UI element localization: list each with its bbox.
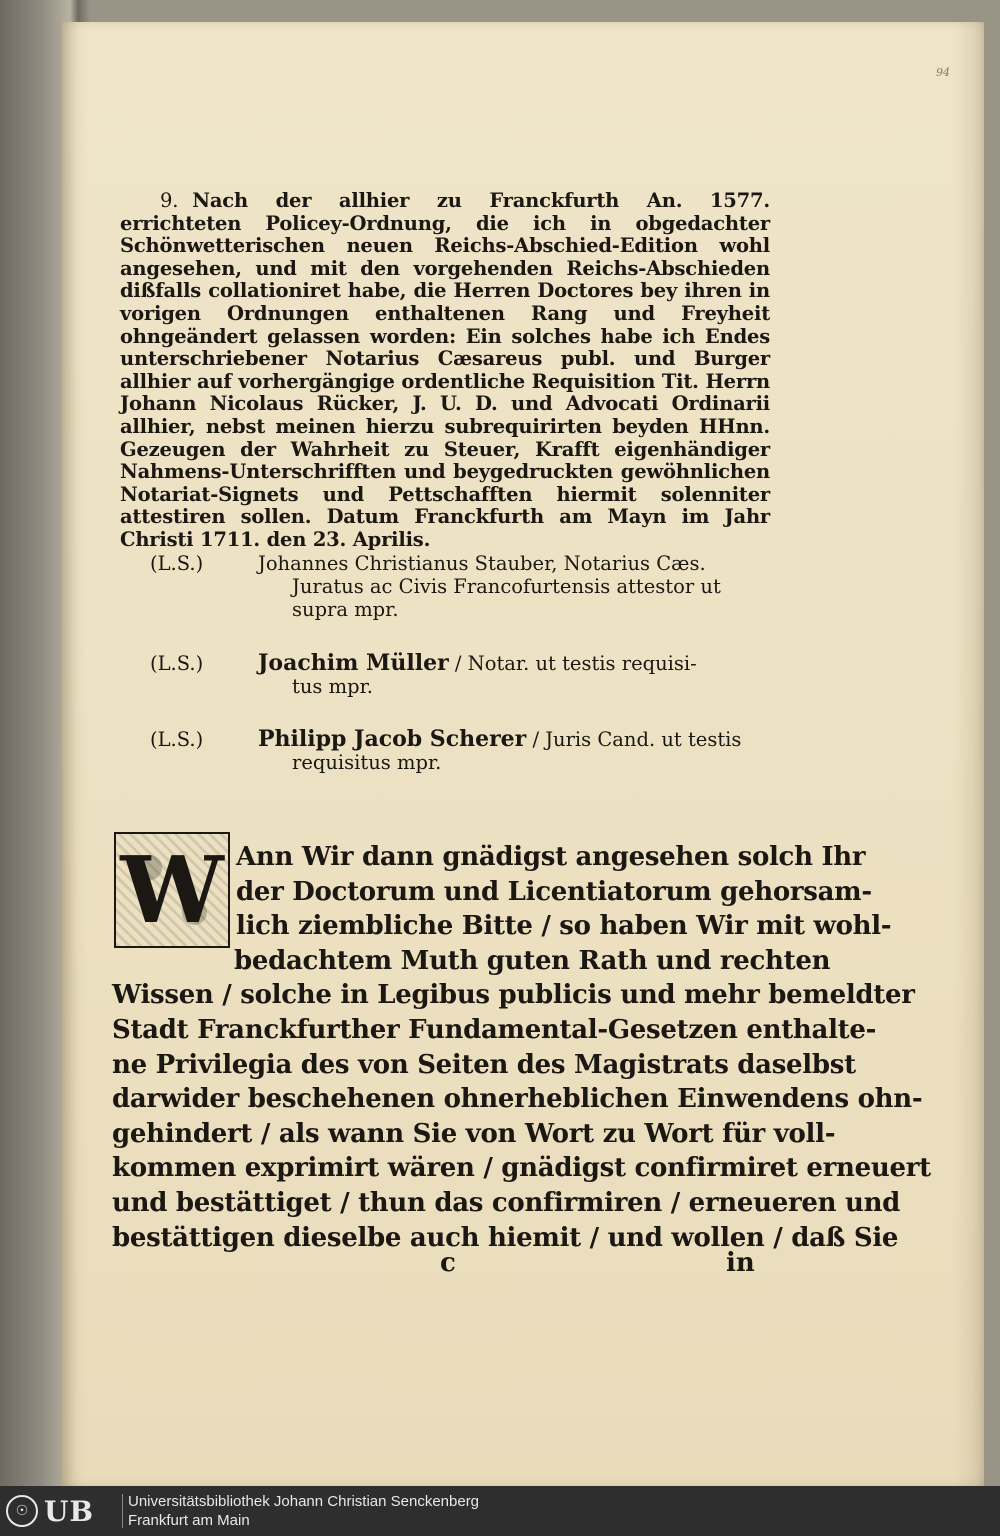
- seal-mark: (L.S.): [150, 552, 204, 575]
- logo-text: UB: [44, 1494, 95, 1528]
- main-line: lich ziembliche Bitte / so haben Wir mit wohl-: [236, 911, 892, 942]
- paragraph-9-text: Nach der allhier zu Franckfurth An. 1577. errichteten Policey-Ordnung, die ich in obgedachter Schönwetterischen neuen Reichs-Abschied-Edition wohl angesehen, und mit den vorgehenden Reichs-Abschieden dißfalls collationiret habe, die Herren Doctores bey ihren in vorigen Ordnungen enthaltenen Rang und Freyheit ohngeändert gelassen worden: Ein solches habe ich Endes unterschriebener Notarius Cæsareus publ. und Burger allhier auf vorhergängige ordentliche Requisition Tit. Herrn Johann Nicolaus Rücker, J. U. D. und Advocati Ordinarii allhier, nebst meinen hierzu subrequirirten beyden HHnn. Gezeugen der Wahrheit zu Steuer, Krafft eigenhändiger Nahmens-Unterschrifften und beygedruckten gewöhnlichen Notariat-Signets und Pettschafften hiermit solenniter attestiren sollen. Datum Franckfurth am Mayn im Jahr Christi 1711. den 23. Aprilis.: [120, 189, 770, 551]
- catchword: in: [726, 1248, 755, 1278]
- paragraph-number: 9.: [160, 189, 179, 212]
- library-name-line1: Universitätsbibliothek Johann Christian Senckenberg: [128, 1493, 480, 1510]
- main-paragraph: [112, 836, 931, 1255]
- signature-stauber: [150, 552, 780, 621]
- main-line: bestättigen dieselbe auch hiemit / und wollen / daß Sie: [112, 1222, 899, 1253]
- library-name: [128, 1492, 479, 1530]
- signature-mark: c: [440, 1248, 456, 1278]
- main-line: Ann Wir dann gnädigst angesehen solch Ihr: [236, 842, 866, 872]
- seal-icon: ☉: [6, 1495, 38, 1527]
- signatory-role: / Juris Cand. ut testis: [526, 728, 742, 751]
- signature-continuation: tus mpr.: [292, 675, 373, 698]
- main-line: ne Privilegia des von Seiten des Magistrats daselbst: [112, 1049, 856, 1080]
- main-line: und bestättiget / thun das confirmiren / erneueren und: [112, 1187, 901, 1218]
- main-line: darwider beschehenen ohnerheblichen Einwendens ohn-: [112, 1084, 923, 1115]
- folio-number: 94: [936, 66, 950, 79]
- signature-scherer: [150, 728, 780, 774]
- main-line: bedachtem Muth guten Rath und rechten: [234, 945, 831, 976]
- main-line: Wissen / solche in Legibus publicis und mehr bemeldter: [112, 980, 915, 1011]
- signature-continuation: Juratus ac Civis Francofurtensis attestor ut supra mpr.: [292, 575, 721, 621]
- paragraph-9: [120, 190, 770, 552]
- signatory-role: / Notar. ut testis requisi-: [448, 652, 697, 675]
- main-line: gehindert / als wann Sie von Wort zu Wort für voll-: [112, 1118, 836, 1149]
- signature-continuation: requisitus mpr.: [292, 751, 442, 774]
- signatory-name: Philipp Jacob Scherer: [258, 726, 527, 752]
- signature-mueller: [150, 652, 780, 698]
- footer-divider: [122, 1494, 123, 1528]
- library-logo: [6, 1493, 118, 1529]
- library-footer: [0, 1486, 1000, 1536]
- main-line: der Doctorum und Licentiatorum gehorsam-: [236, 876, 872, 907]
- page-edge: [954, 22, 984, 1486]
- seal-mark: (L.S.): [150, 652, 204, 675]
- library-name-line2: Frankfurt am Main: [128, 1512, 250, 1529]
- main-line: kommen exprimirt wären / gnädigst confirmiret erneuert: [112, 1153, 931, 1184]
- main-line: Stadt Franckfurther Fundamental-Gesetzen enthalte-: [112, 1014, 877, 1045]
- seal-mark: (L.S.): [150, 728, 204, 751]
- initial-letter: W: [120, 836, 224, 944]
- signatory-name: Joachim Müller: [258, 650, 449, 676]
- signatory-name: Johannes Christianus Stauber, Notarius Cæs.: [258, 552, 706, 575]
